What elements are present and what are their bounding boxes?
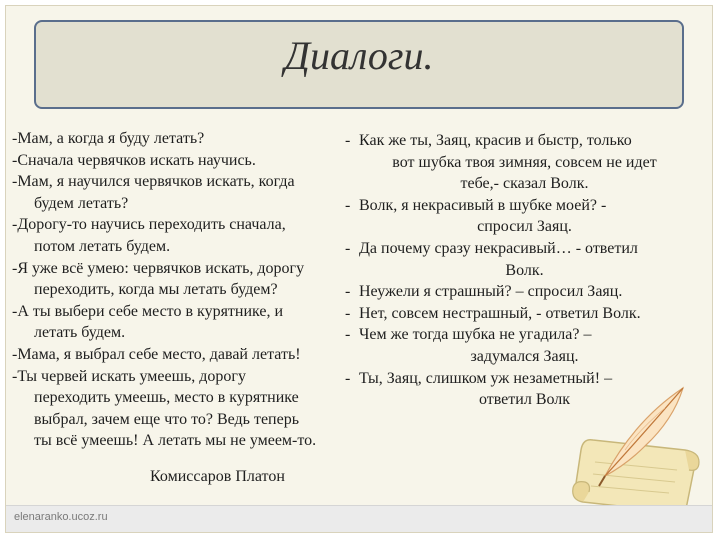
dialogue-line: ответил Волк bbox=[478, 391, 571, 409]
dialogue-line: Неужели я страшный? – спросил Заяц. bbox=[359, 283, 623, 301]
dialogue-line: задумался Заяц. bbox=[470, 347, 579, 365]
dialogue-line: -Мам, я научился червячков искать, когда bbox=[12, 173, 295, 191]
footer-site-text: elenaranko.ucoz.ru bbox=[14, 511, 108, 523]
dialogue-left bbox=[12, 128, 357, 452]
dialogue-line: -А ты выбери себе место в курятнике, и bbox=[12, 302, 284, 320]
dialogue-item bbox=[345, 238, 690, 281]
dialogue-line: переходить умеешь, место в курятнике bbox=[34, 389, 299, 407]
footer-bar bbox=[6, 505, 712, 532]
title-box bbox=[34, 20, 684, 109]
dialogue-line: -Мам, а когда я буду летать? bbox=[12, 130, 205, 147]
dialogue-dash: - bbox=[345, 239, 351, 257]
dialogue-dash: - bbox=[345, 304, 351, 322]
dialogue-line: Как же ты, Заяц, красив и быстр, только bbox=[359, 132, 632, 149]
dialogue-item bbox=[345, 324, 690, 367]
quill-and-scroll-icon bbox=[565, 380, 715, 520]
dialogue-line: -Дорогу-то научись переходить сначала, bbox=[12, 216, 286, 234]
dialogue-item bbox=[345, 195, 690, 238]
dialogue-item bbox=[345, 303, 690, 325]
dialogue-line: Ты, Заяц, слишком уж незаметный! – bbox=[359, 369, 613, 387]
dialogue-dash: - bbox=[345, 283, 351, 301]
dialogue-item bbox=[345, 130, 690, 195]
dialogue-dash: - bbox=[345, 369, 351, 387]
dialogue-line: вот шубка твоя зимняя, совсем не идет bbox=[392, 153, 657, 171]
dialogue-line: Да почему сразу некрасивый… - ответил bbox=[359, 239, 638, 257]
dialogue-dash: - bbox=[345, 196, 351, 214]
author-name: Комиссаров Платон bbox=[150, 468, 285, 485]
dialogue-line: Волк. bbox=[505, 261, 544, 279]
dialogue-line: Волк, я некрасивый в шубке моей? - bbox=[359, 196, 607, 214]
dialogue-line: ты всё умеешь! А летать мы не умеем-то. bbox=[34, 432, 317, 450]
dialogue-line: будем летать? bbox=[34, 194, 129, 212]
slide-title: Диалоги. bbox=[284, 33, 434, 78]
dialogue-dash: - bbox=[345, 132, 351, 149]
dialogue-line: -Сначала червячков искать научись. bbox=[12, 151, 256, 169]
dialogue-line: Нет, совсем нестрашный, - ответил Волк. bbox=[359, 304, 641, 322]
dialogue-line: потом летать будем. bbox=[34, 237, 171, 255]
dialogue-line: -Ты червей искать умеешь, дорогу bbox=[12, 367, 246, 385]
dialogue-right bbox=[345, 130, 690, 411]
dialogue-line: выбрал, зачем еще что то? Ведь теперь bbox=[34, 410, 300, 428]
dialogue-line: летать будем. bbox=[34, 324, 126, 342]
dialogue-line: переходить, когда мы летать будем? bbox=[34, 281, 278, 299]
dialogue-line: тебе,- сказал Волк. bbox=[460, 175, 589, 193]
dialogue-line: -Я уже всё умею: червячков искать, дорогу bbox=[12, 259, 305, 277]
dialogue-line: Чем же тогда шубка не угадила? – bbox=[359, 326, 592, 344]
dialogue-item bbox=[345, 281, 690, 303]
dialogue-dash: - bbox=[345, 326, 351, 344]
dialogue-line: спросил Заяц. bbox=[477, 218, 572, 236]
dialogue-line: -Мама, я выбрал себе место, давай летать! bbox=[12, 345, 301, 363]
